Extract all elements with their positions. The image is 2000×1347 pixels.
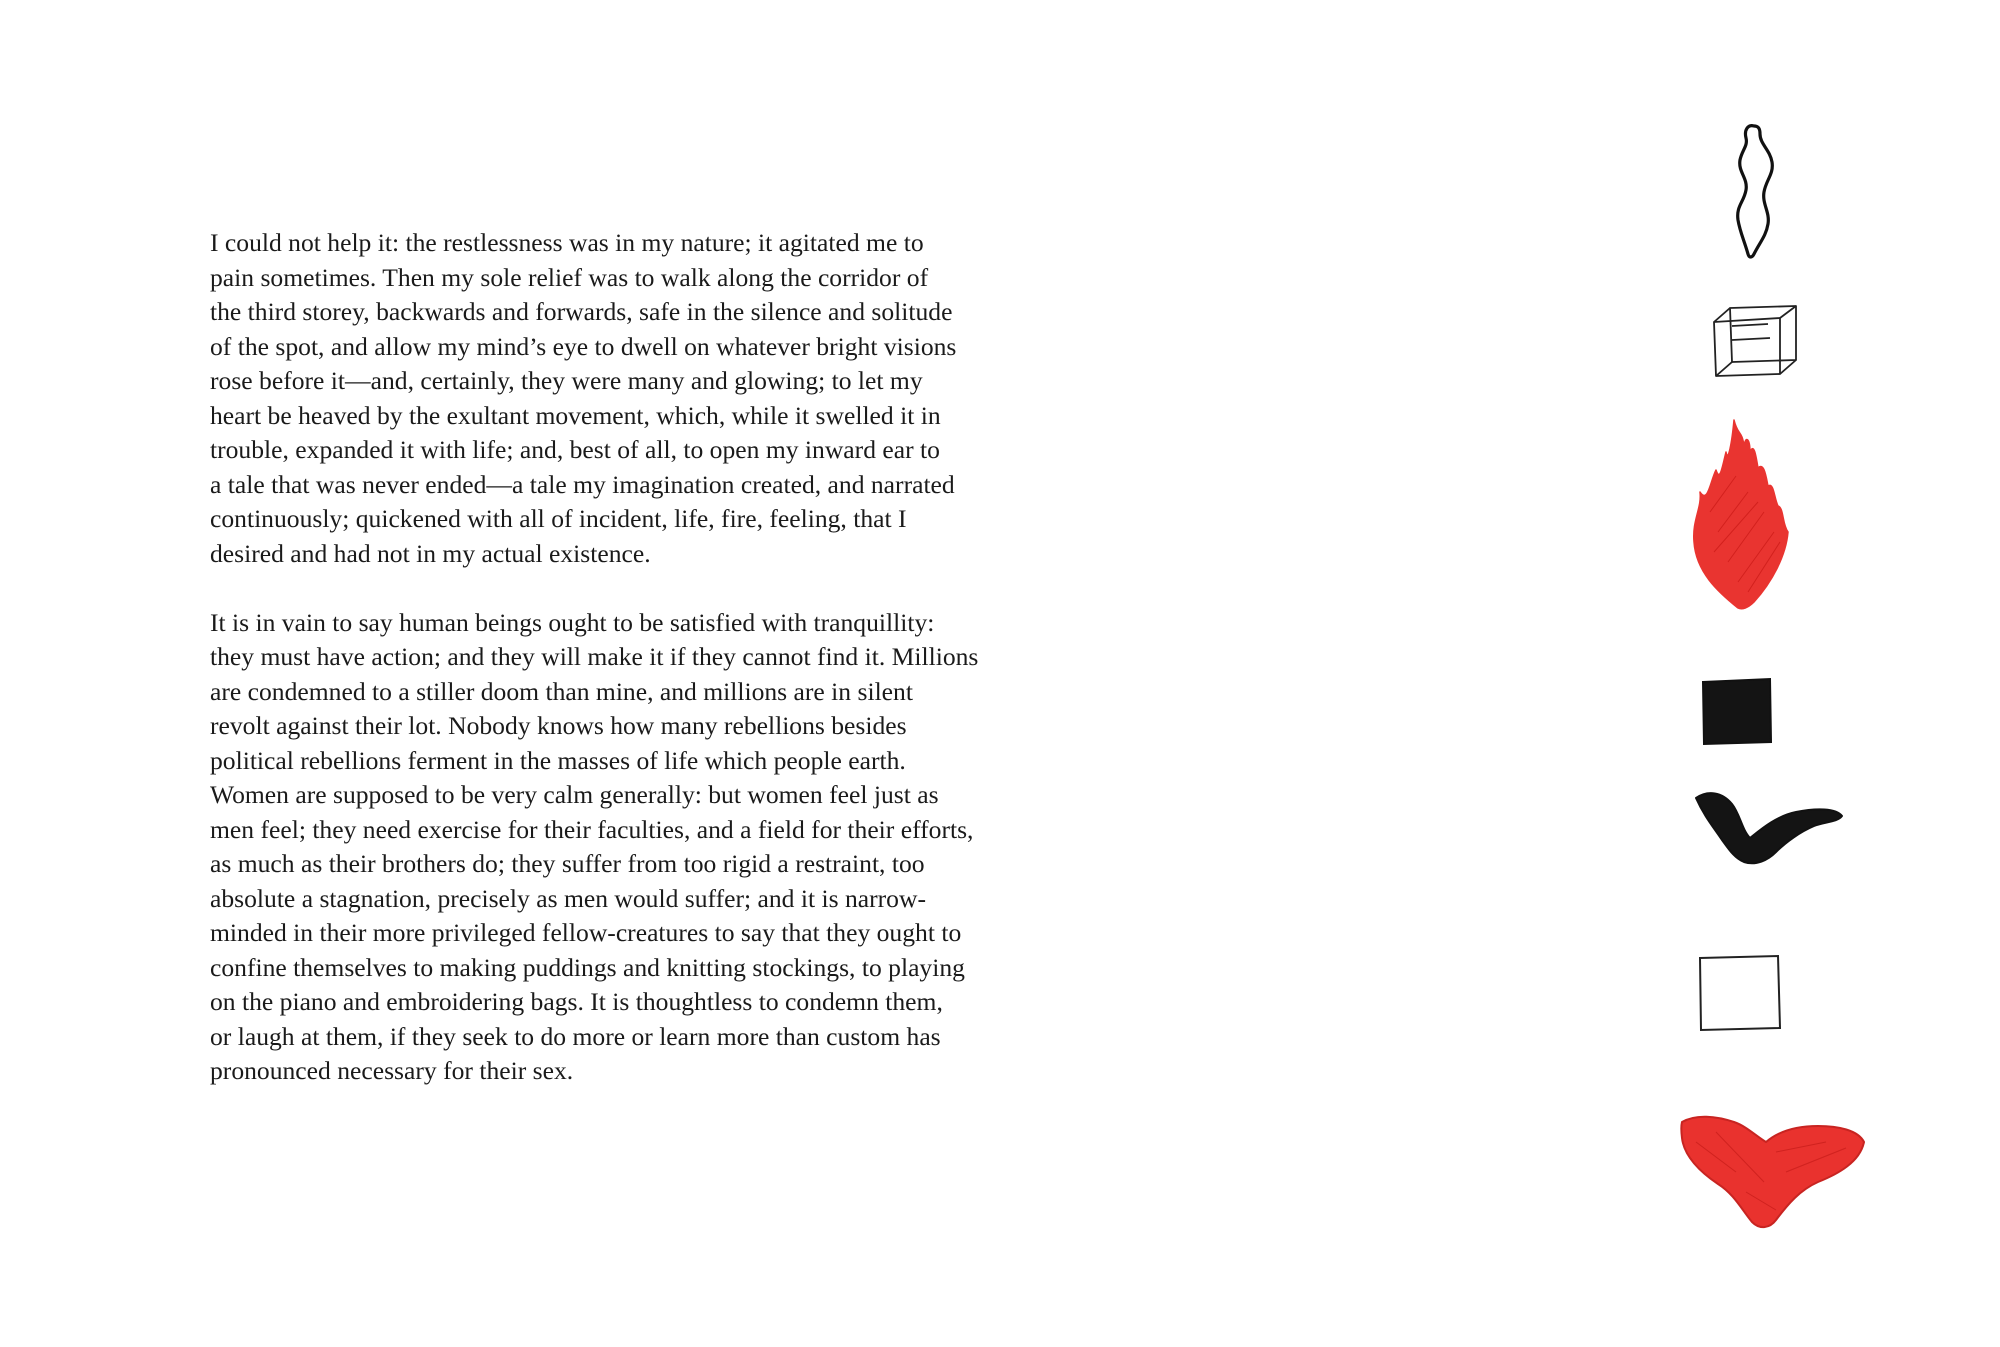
text-line: confine themselves to making puddings and knitting stockings, to playing [210,952,965,982]
text-line: heart be heaved by the exultant movement, which, while it swelled it in [210,400,941,430]
text-line: political rebellions ferment in the masses of life which people earth. [210,745,906,775]
red-flame-icon [1688,412,1794,612]
black-square-icon [1700,676,1774,746]
paragraph-1 [210,226,1090,571]
text-line: a tale that was never ended—a tale my imagination created, and narrated [210,469,955,499]
text-line: pronounced necessary for their sex. [210,1056,574,1085]
text-line: continuously; quickened with all of incident, life, fire, feeling, that I [210,504,907,533]
wire-cube-icon [1710,302,1800,382]
text-line: or laugh at them, if they seek to do more or learn more than custom has [210,1021,941,1051]
text-line: are condemned to a stiller doom than mine, and millions are in silent [210,676,913,706]
paragraph-2 [210,606,1090,1089]
text-line: revolt against their lot. Nobody knows how many rebellions besides [210,711,907,740]
text-line: the third storey, backwards and forwards, safe in the silence and solitude [210,297,953,326]
outline-blob-icon [1718,120,1782,262]
black-bird-icon [1692,786,1846,868]
text-line: rose before it—and, certainly, they were many and glowing; to let my [210,366,923,395]
text-line: as much as their brothers do; they suffer from too rigid a restraint, too [210,849,925,878]
text-line: pain sometimes. Then my sole relief was to walk along the corridor of [210,262,929,292]
text-line: minded in their more privileged fellow-creatures to say that they ought to [210,918,962,947]
red-heart-blob-icon [1676,1112,1870,1230]
text-line: of the spot, and allow my mind’s eye to dwell on whatever bright visions [210,331,957,361]
text-line: they must have action; and they will make it if they cannot find it. Millions [210,642,979,671]
text-line: desired and had not in my actual existence. [210,538,651,568]
outline-square-icon [1696,952,1784,1034]
text-line: on the piano and embroidering bags. It is thoughtless to condemn them, [210,987,943,1016]
text-line: Women are supposed to be very calm generally: but women feel just as [210,780,939,809]
text-line: It is in vain to say human beings ought to be satisfied with tranquillity: [210,607,935,637]
text-line: absolute a stagnation, precisely as men would suffer; and it is narrow- [210,883,926,913]
text-line: trouble, expanded it with life; and, best of all, to open my inward ear to [210,435,940,464]
text-line: men feel; they need exercise for their faculties, and a field for their efforts, [210,814,974,844]
passage-text [210,226,1090,1089]
text-line: I could not help it: the restlessness was in my nature; it agitated me to [210,228,924,257]
